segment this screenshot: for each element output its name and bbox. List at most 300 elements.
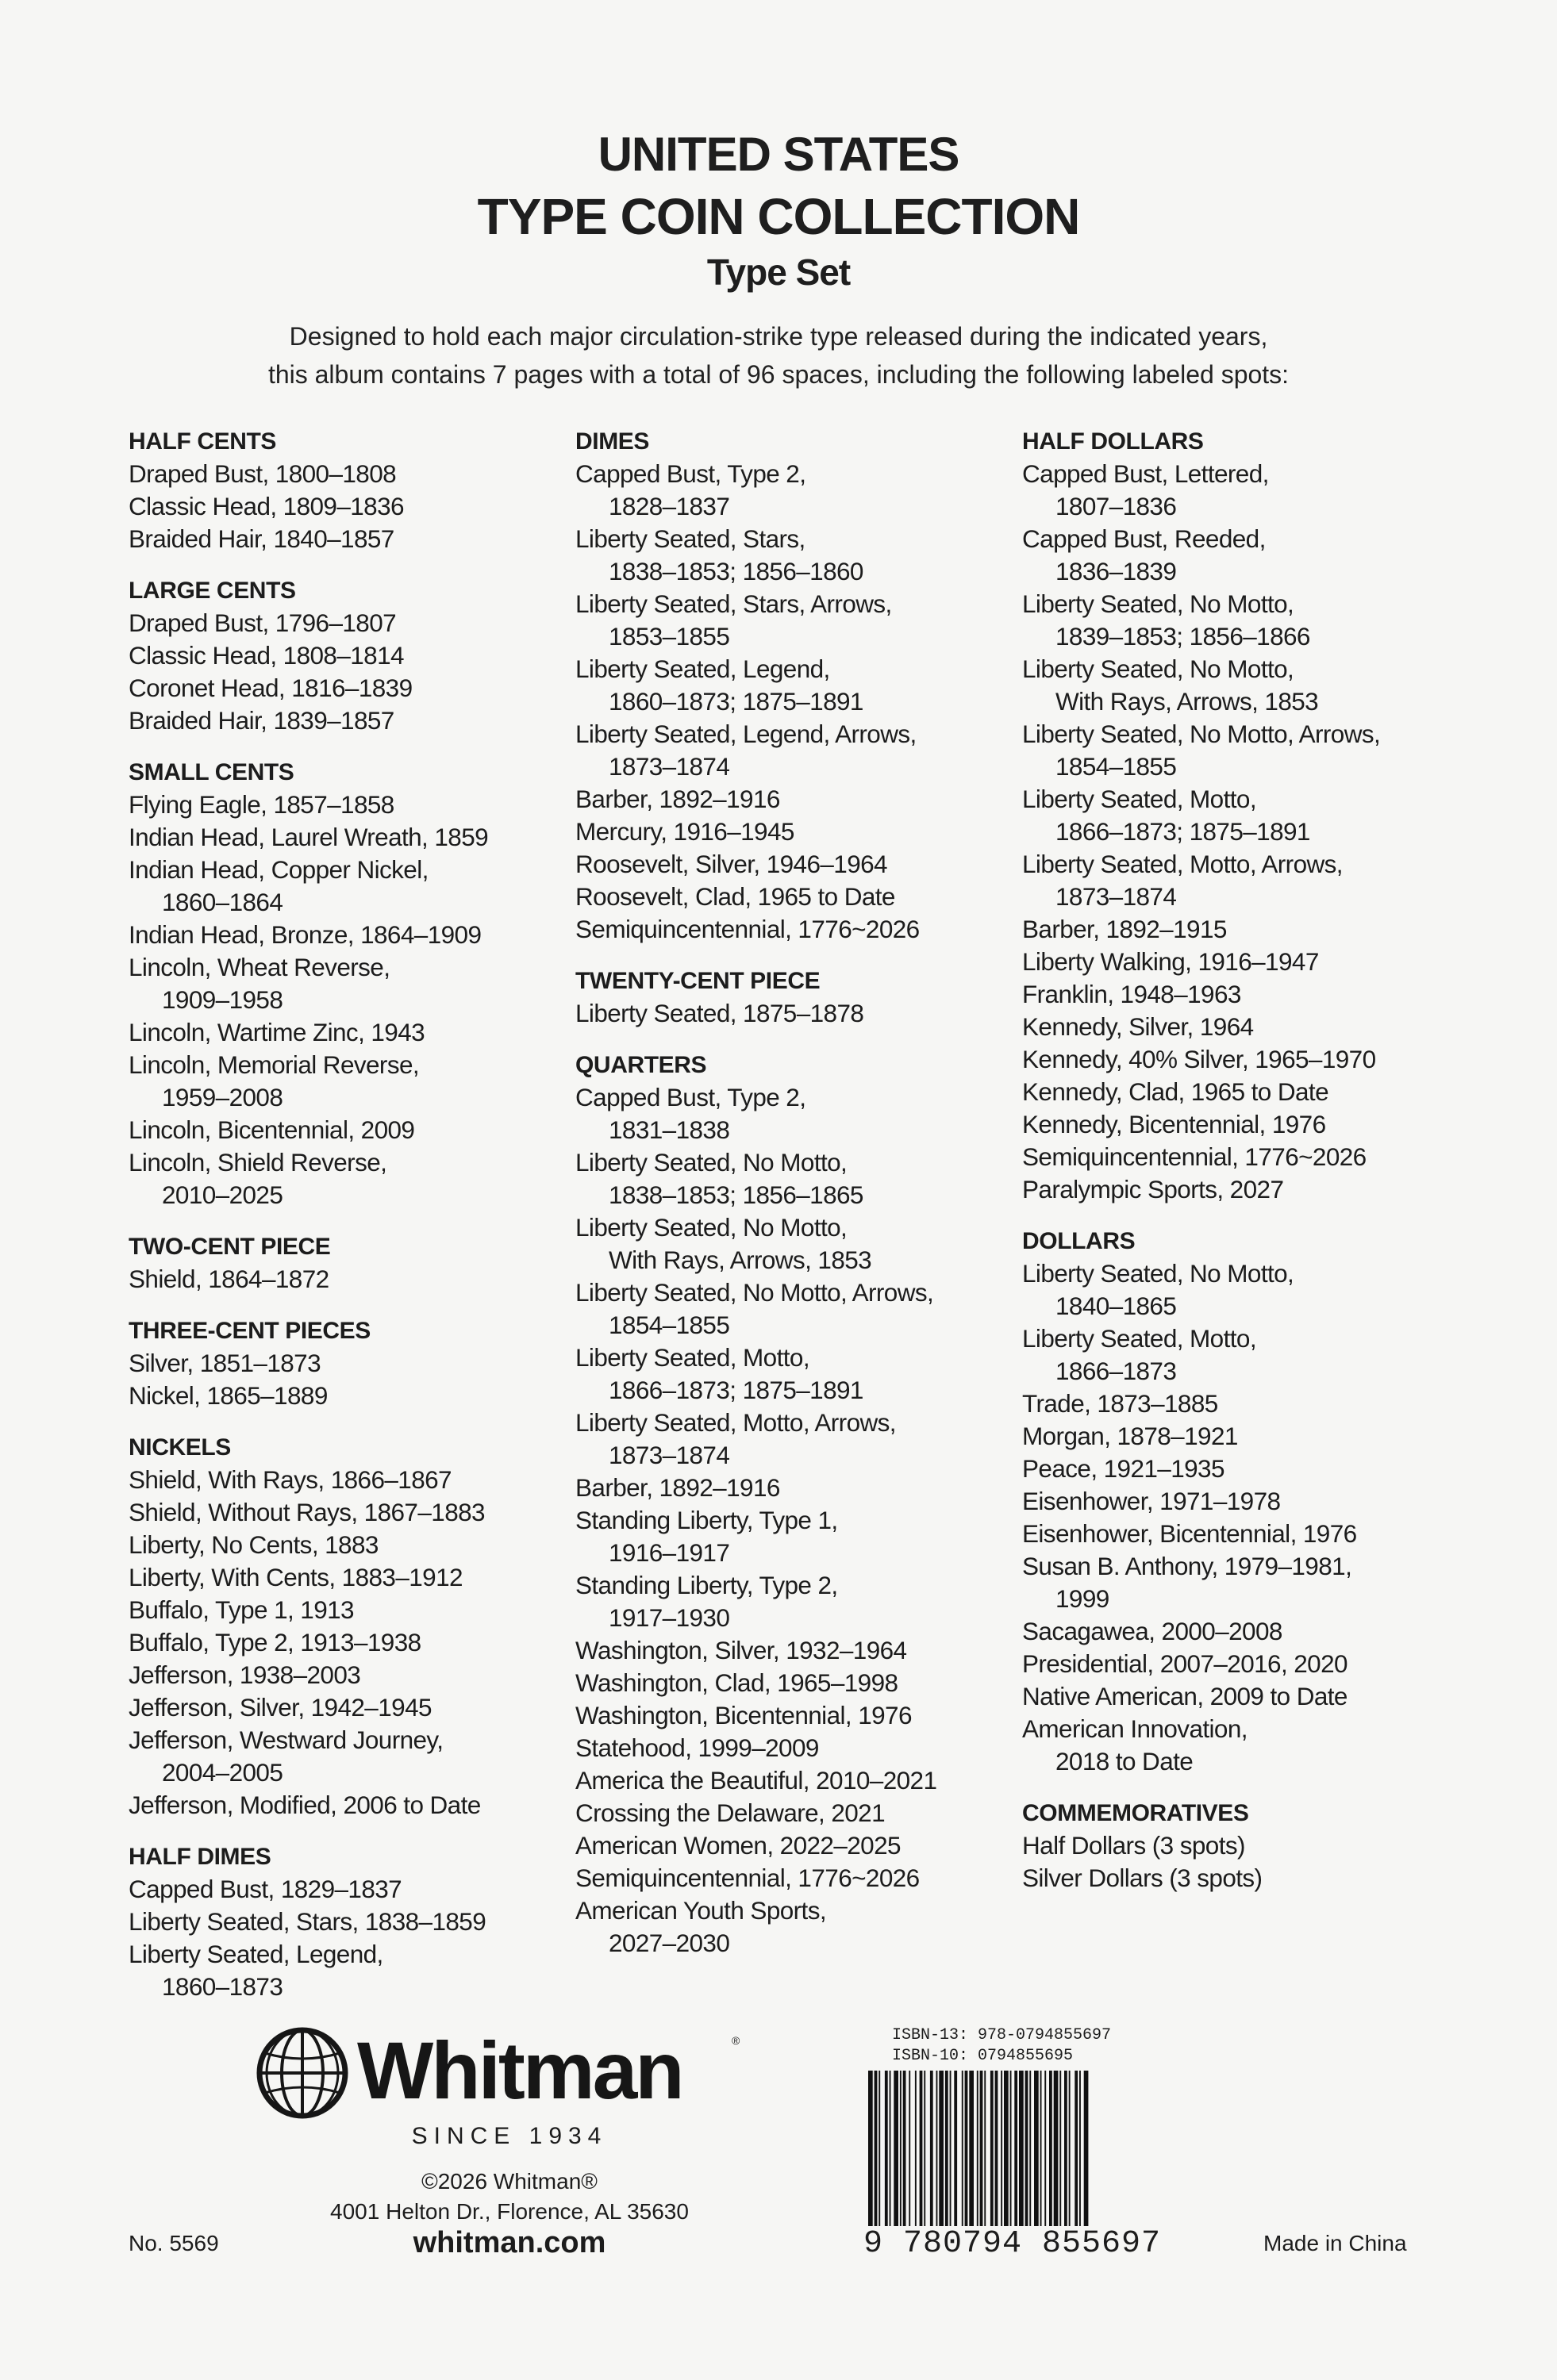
coin-type-continuation: 1839–1853; 1856–1866 <box>1055 622 1310 651</box>
coin-type-label: Mercury, 1916–1945 <box>575 817 794 846</box>
coin-type-item <box>1022 1420 1514 1453</box>
coin-type-label: Capped Bust, Type 2, <box>575 459 806 488</box>
coin-type-item <box>575 1699 1020 1732</box>
coin-type-item <box>129 490 573 523</box>
coin-type-item <box>1022 1108 1514 1141</box>
barcode-bar <box>936 2071 938 2240</box>
coin-type-item <box>575 1504 1020 1569</box>
coin-section <box>1022 425 1514 1206</box>
barcode <box>863 2071 1168 2240</box>
coin-type-item <box>1022 1322 1514 1388</box>
coin-type-continuation: 1873–1874 <box>609 752 730 781</box>
coin-type-item <box>1022 458 1514 523</box>
coin-type-item <box>1022 1615 1514 1648</box>
section-heading: DOLLARS <box>1022 1228 1136 1254</box>
coin-type-item <box>575 1211 1020 1276</box>
section-heading: HALF CENTS <box>129 428 276 455</box>
coin-type-item <box>129 821 573 854</box>
barcode-bar <box>909 2071 910 2240</box>
coin-type-item <box>575 718 1020 783</box>
coin-type-label: Draped Bust, 1800–1808 <box>129 459 397 488</box>
coin-type-continuation: 1854–1855 <box>609 1311 730 1339</box>
coin-type-item <box>575 1407 1020 1472</box>
coin-type-item <box>575 1634 1020 1667</box>
coin-type-label: Lincoln, Shield Reverse, <box>129 1148 387 1177</box>
coin-type-item <box>129 951 573 1016</box>
coin-type-item <box>575 1569 1020 1634</box>
item-number: No. 5569 <box>129 2231 219 2255</box>
coin-type-continuation: 1853–1855 <box>609 622 730 651</box>
coin-type-item <box>1022 913 1514 946</box>
coin-type-label: Kennedy, 40% Silver, 1965–1970 <box>1022 1045 1376 1073</box>
coin-type-item <box>129 1594 573 1626</box>
coin-type-label: Barber, 1892–1916 <box>575 785 780 813</box>
subtitle: Type Set <box>706 251 851 293</box>
coin-type-item <box>575 588 1020 653</box>
barcode-bar <box>1079 2071 1081 2240</box>
coin-type-item <box>575 913 1020 946</box>
coin-type-item <box>1022 1518 1514 1550</box>
coin-section <box>1022 1797 1514 1894</box>
coin-type-continuation: 1860–1873; 1875–1891 <box>609 687 863 716</box>
address: 4001 Helton Dr., Florence, AL 35630 <box>330 2199 689 2224</box>
coin-type-item <box>129 1464 573 1496</box>
logo-trademark: ® <box>732 2034 740 2047</box>
barcode-bar <box>868 2071 873 2240</box>
coin-type-continuation: 1866–1873 <box>1055 1357 1177 1385</box>
title-line-2: TYPE COIN COLLECTION <box>477 188 1080 245</box>
section-heading: HALF DOLLARS <box>1022 428 1204 455</box>
barcode-bar <box>915 2071 917 2240</box>
coin-type-item <box>129 1529 573 1561</box>
coin-type-label: Liberty Walking, 1916–1947 <box>1022 947 1319 976</box>
barcode-bar <box>1004 2071 1009 2240</box>
coin-type-label: American Innovation, <box>1022 1714 1248 1743</box>
coin-section <box>129 1315 573 1412</box>
coin-type-label: Franklin, 1948–1963 <box>1022 980 1241 1008</box>
coin-type-label: Liberty, With Cents, 1883–1912 <box>129 1563 463 1591</box>
coin-type-label: Liberty Seated, No Motto, Arrows, <box>1022 720 1381 748</box>
barcode-bar <box>900 2071 902 2240</box>
coin-type-item <box>129 458 573 490</box>
coin-type-label: Native American, 2009 to Date <box>1022 1682 1347 1710</box>
coin-type-item <box>129 854 573 919</box>
coin-type-label: America the Beautiful, 2010–2021 <box>575 1766 937 1795</box>
coin-column-1 <box>129 425 573 2022</box>
barcode-bar <box>954 2071 957 2240</box>
coin-type-label: Roosevelt, Silver, 1946–1964 <box>575 850 887 878</box>
coin-type-label: Liberty Seated, Motto, <box>1022 785 1256 813</box>
coin-type-item <box>129 523 573 555</box>
coin-type-item <box>1022 1043 1514 1076</box>
coin-type-item <box>1022 653 1514 718</box>
coin-section <box>129 425 573 555</box>
coin-type-item <box>129 1263 573 1296</box>
coin-type-label: Jefferson, Westward Journey, <box>129 1726 444 1754</box>
coin-type-label: Liberty Seated, Legend, Arrows, <box>575 720 917 748</box>
coin-type-label: Liberty Seated, Motto, Arrows, <box>575 1408 896 1437</box>
coin-type-item <box>575 1894 1020 1960</box>
barcode-bar <box>1064 2071 1067 2240</box>
coin-type-label: Semiquincentennial, 1776~2026 <box>1022 1142 1367 1171</box>
coin-type-item <box>575 1764 1020 1797</box>
coin-type-label: Liberty, No Cents, 1883 <box>129 1530 379 1559</box>
coin-type-item <box>575 997 1020 1030</box>
barcode-bar <box>950 2071 952 2240</box>
logo-wordmark: Whitman <box>357 2025 682 2116</box>
coin-type-label: Liberty Seated, 1875–1878 <box>575 999 864 1027</box>
coin-type-item <box>575 1276 1020 1342</box>
coin-section <box>575 425 1020 946</box>
coin-type-label: Statehood, 1999–2009 <box>575 1733 819 1762</box>
coin-type-label: Paralympic Sports, 2027 <box>1022 1175 1284 1203</box>
coin-type-item <box>1022 1453 1514 1485</box>
barcode-bar <box>990 2071 994 2240</box>
barcode-bar <box>945 2071 948 2240</box>
barcode-bar <box>980 2071 983 2240</box>
coin-type-continuation: 1838–1853; 1856–1865 <box>609 1180 863 1209</box>
coin-type-item <box>129 1561 573 1594</box>
coin-type-label: Liberty Seated, No Motto, <box>575 1213 848 1242</box>
coin-type-label: Liberty Seated, Motto, <box>575 1343 809 1372</box>
coin-type-label: Barber, 1892–1916 <box>575 1473 780 1502</box>
coin-type-item <box>129 1938 573 2003</box>
barcode-bar <box>984 2071 986 2240</box>
coin-type-continuation: 1866–1873; 1875–1891 <box>1055 817 1310 846</box>
coin-type-label: Eisenhower, 1971–1978 <box>1022 1487 1281 1515</box>
barcode-digits: 9 780794 855697 <box>863 2226 1168 2262</box>
coin-type-item <box>1022 1648 1514 1680</box>
coin-type-item <box>575 848 1020 881</box>
coin-type-item <box>575 881 1020 913</box>
coin-type-label: Silver, 1851–1873 <box>129 1349 321 1377</box>
section-heading: TWENTY-CENT PIECE <box>575 968 821 994</box>
coin-section <box>129 1230 573 1296</box>
coin-type-continuation: 1828–1837 <box>609 492 730 520</box>
coin-type-label: Susan B. Anthony, 1979–1981, <box>1022 1552 1352 1580</box>
coin-type-label: Roosevelt, Clad, 1965 to Date <box>575 882 895 911</box>
coin-type-continuation: With Rays, Arrows, 1853 <box>1055 687 1319 716</box>
barcode-bar <box>875 2071 878 2240</box>
barcode-bar <box>1029 2071 1031 2240</box>
barcode-bar <box>995 2071 998 2240</box>
coin-type-item <box>575 653 1020 718</box>
coin-type-label: Classic Head, 1809–1836 <box>129 492 404 520</box>
coin-type-label: Liberty Seated, No Motto, <box>1022 589 1294 618</box>
section-heading: QUARTERS <box>575 1052 707 1078</box>
coin-type-continuation: 1916–1917 <box>609 1538 730 1567</box>
section-heading: HALF DIMES <box>129 1844 271 1870</box>
intro-line-2: this album contains 7 pages with a total of 96 spaces, including the following labeled spots: <box>267 360 1290 389</box>
coin-type-label: Sacagawea, 2000–2008 <box>1022 1617 1282 1645</box>
made-in: Made in China <box>1263 2231 1407 2255</box>
coin-type-item <box>575 1797 1020 1829</box>
coin-type-item <box>575 1342 1020 1407</box>
barcode-bar <box>1025 2071 1028 2240</box>
coin-type-item <box>129 1906 573 1938</box>
coin-section <box>129 574 573 737</box>
coin-type-label: Standing Liberty, Type 2, <box>575 1571 838 1599</box>
coin-type-label: Liberty Seated, Legend, <box>575 654 830 683</box>
coin-type-continuation: 1807–1836 <box>1055 492 1177 520</box>
coin-type-label: Capped Bust, Lettered, <box>1022 459 1269 488</box>
barcode-bar <box>962 2071 963 2240</box>
coin-type-item <box>1022 978 1514 1011</box>
coin-type-label: Liberty Seated, Motto, <box>1022 1324 1256 1353</box>
coin-type-item <box>1022 1173 1514 1206</box>
coin-section <box>129 756 573 1211</box>
isbn-13: ISBN-13: 978-0794855697 <box>892 2026 1112 2044</box>
barcode-bar <box>1034 2071 1039 2240</box>
coin-type-label: Capped Bust, Reeded, <box>1022 524 1266 553</box>
barcode-bar <box>969 2071 974 2240</box>
coin-type-label: Buffalo, Type 2, 1913–1938 <box>129 1628 421 1656</box>
coin-type-item <box>1022 1550 1514 1615</box>
coin-type-label: Trade, 1873–1885 <box>1022 1389 1218 1418</box>
coin-type-label: Washington, Silver, 1932–1964 <box>575 1636 907 1664</box>
coin-type-label: Morgan, 1878–1921 <box>1022 1422 1238 1450</box>
barcode-bar <box>894 2071 898 2240</box>
barcode-bar <box>890 2071 891 2240</box>
coin-type-label: Indian Head, Copper Nickel, <box>129 855 429 884</box>
coin-type-label: Capped Bust, Type 2, <box>575 1083 806 1111</box>
coin-type-item <box>575 1146 1020 1211</box>
coin-type-label: Presidential, 2007–2016, 2020 <box>1022 1649 1347 1678</box>
coin-type-label: Kennedy, Bicentennial, 1976 <box>1022 1110 1326 1138</box>
coin-type-item <box>129 1146 573 1211</box>
barcode-bar <box>1075 2071 1078 2240</box>
intro-line-1: Designed to hold each major circulation-strike type released during the indicated years, <box>289 322 1268 351</box>
barcode-bar <box>885 2071 888 2240</box>
coin-type-item <box>129 1626 573 1659</box>
coin-type-item <box>575 1081 1020 1146</box>
coin-type-item <box>129 607 573 639</box>
barcode-bar <box>965 2071 968 2240</box>
coin-type-label: Liberty Seated, Legend, <box>129 1940 383 1968</box>
isbn-10: ISBN-10: 0794855695 <box>892 2047 1074 2065</box>
coin-type-item <box>129 1659 573 1691</box>
coin-type-continuation: 1873–1874 <box>1055 882 1177 911</box>
coin-type-label: Washington, Clad, 1965–1998 <box>575 1668 898 1697</box>
coin-type-continuation: 2010–2025 <box>162 1180 283 1209</box>
coin-section <box>129 1841 573 2003</box>
coin-type-label: Liberty Seated, No Motto, Arrows, <box>575 1278 934 1307</box>
coin-type-label: Standing Liberty, Type 1, <box>575 1506 838 1534</box>
coin-type-label: Lincoln, Bicentennial, 2009 <box>129 1115 415 1144</box>
barcode-bar <box>1010 2071 1012 2240</box>
coin-type-label: Braided Hair, 1840–1857 <box>129 524 394 553</box>
coin-type-label: Braided Hair, 1839–1857 <box>129 706 394 735</box>
coin-type-label: Liberty Seated, Stars, 1838–1859 <box>129 1907 486 1936</box>
coin-section <box>575 965 1020 1030</box>
coin-type-label: Liberty Seated, Motto, Arrows, <box>1022 850 1343 878</box>
coin-type-item <box>129 672 573 704</box>
coin-type-label: American Women, 2022–2025 <box>575 1831 901 1860</box>
coin-type-label: American Youth Sports, <box>575 1896 826 1925</box>
coin-type-item <box>1022 718 1514 783</box>
barcode-bar <box>1049 2071 1052 2240</box>
coin-type-item <box>1022 1485 1514 1518</box>
coin-type-label: Indian Head, Bronze, 1864–1909 <box>129 920 482 949</box>
coin-type-label: Lincoln, Wartime Zinc, 1943 <box>129 1018 425 1046</box>
barcode-bar <box>924 2071 925 2240</box>
coin-type-continuation: 1860–1864 <box>162 888 283 916</box>
coin-type-label: Nickel, 1865–1889 <box>129 1381 328 1410</box>
coin-type-item <box>129 704 573 737</box>
coin-type-label: Classic Head, 1808–1814 <box>129 641 404 670</box>
coin-type-item <box>129 1114 573 1146</box>
coin-type-label: Jefferson, Silver, 1942–1945 <box>129 1693 432 1722</box>
coin-type-label: Liberty Seated, No Motto, <box>1022 654 1294 683</box>
coin-type-item <box>575 783 1020 816</box>
barcode-bar <box>1019 2071 1024 2240</box>
section-heading: DIMES <box>575 428 650 455</box>
coin-type-item <box>575 816 1020 848</box>
barcode-bar <box>1054 2071 1059 2240</box>
coin-type-label: Liberty Seated, No Motto, <box>575 1148 848 1177</box>
coin-type-label: Barber, 1892–1915 <box>1022 915 1227 943</box>
coin-section <box>575 1049 1020 1960</box>
coin-type-continuation: 1866–1873; 1875–1891 <box>609 1376 863 1404</box>
section-heading: COMMEMORATIVES <box>1022 1800 1249 1826</box>
barcode-bar <box>930 2071 933 2240</box>
coin-type-label: Kennedy, Clad, 1965 to Date <box>1022 1077 1328 1106</box>
coin-type-label: Lincoln, Memorial Reverse, <box>129 1050 420 1079</box>
coin-type-item <box>129 1496 573 1529</box>
coin-type-label: Shield, Without Rays, 1867–1883 <box>129 1498 485 1526</box>
coin-type-item <box>129 1873 573 1906</box>
coin-type-item <box>129 789 573 821</box>
coin-type-continuation: 1917–1930 <box>609 1603 730 1632</box>
coin-type-item <box>575 1829 1020 1862</box>
globe-icon <box>256 2026 349 2120</box>
section-heading: THREE-CENT PIECES <box>129 1318 371 1344</box>
barcode-bar <box>977 2071 978 2240</box>
coin-type-item <box>1022 848 1514 913</box>
coin-column-3 <box>1022 425 1514 1914</box>
coin-type-item <box>1022 1388 1514 1420</box>
coin-type-continuation: 1959–2008 <box>162 1083 283 1111</box>
coin-type-item <box>1022 1713 1514 1778</box>
coin-type-continuation: 1854–1855 <box>1055 752 1177 781</box>
coin-type-continuation: 1873–1874 <box>609 1441 730 1469</box>
barcode-bar <box>1059 2071 1061 2240</box>
barcode-bar <box>903 2071 906 2240</box>
coin-type-label: Capped Bust, 1829–1837 <box>129 1875 402 1903</box>
coin-type-item <box>1022 1011 1514 1043</box>
coin-type-continuation: With Rays, Arrows, 1853 <box>609 1246 872 1274</box>
coin-type-continuation: 1831–1838 <box>609 1115 730 1144</box>
coin-type-label: Kennedy, Silver, 1964 <box>1022 1012 1254 1041</box>
coin-type-item <box>129 1724 573 1789</box>
coin-type-item <box>1022 1862 1514 1894</box>
barcode-bar <box>1040 2071 1042 2240</box>
coin-section <box>1022 1225 1514 1778</box>
coin-type-continuation: 1909–1958 <box>162 985 283 1014</box>
coin-type-label: Silver Dollars (3 spots) <box>1022 1864 1263 1892</box>
barcode-bar <box>1044 2071 1046 2240</box>
coin-type-item <box>129 1049 573 1114</box>
coin-type-label: Coronet Head, 1816–1839 <box>129 674 413 702</box>
coin-type-item <box>575 523 1020 588</box>
barcode-bar <box>1014 2071 1017 2240</box>
barcode-bar <box>1069 2071 1071 2240</box>
section-heading: SMALL CENTS <box>129 759 294 785</box>
coin-column-2 <box>575 425 1020 1979</box>
coin-type-item <box>129 1016 573 1049</box>
coin-type-item <box>129 1691 573 1724</box>
coin-type-label: Semiquincentennial, 1776~2026 <box>575 1864 920 1892</box>
barcode-bar <box>878 2071 880 2240</box>
coin-type-item <box>575 1862 1020 1894</box>
coin-type-continuation: 2027–2030 <box>609 1929 730 1957</box>
coin-type-label: Draped Bust, 1796–1807 <box>129 608 397 637</box>
coin-type-label: Crossing the Delaware, 2021 <box>575 1798 886 1827</box>
title-line-1: UNITED STATES <box>598 128 959 181</box>
coin-type-item <box>129 919 573 951</box>
coin-type-continuation: 1999 <box>1055 1584 1109 1613</box>
coin-type-item <box>1022 946 1514 978</box>
coin-type-continuation: 1860–1873 <box>162 1972 283 2001</box>
coin-type-label: Eisenhower, Bicentennial, 1976 <box>1022 1519 1357 1548</box>
section-heading: TWO-CENT PIECE <box>129 1234 331 1260</box>
coin-type-item <box>575 458 1020 523</box>
coin-type-label: Lincoln, Wheat Reverse, <box>129 953 390 981</box>
coin-type-item <box>1022 523 1514 588</box>
coin-type-label: Shield, 1864–1872 <box>129 1265 329 1293</box>
coin-type-label: Washington, Bicentennial, 1976 <box>575 1701 912 1729</box>
coin-type-item <box>1022 1141 1514 1173</box>
coin-type-item <box>1022 588 1514 653</box>
coin-type-label: Shield, With Rays, 1866–1867 <box>129 1465 452 1494</box>
coin-type-item <box>129 1789 573 1821</box>
coin-type-item <box>129 1380 573 1412</box>
website-link[interactable]: whitman.com <box>413 2226 606 2259</box>
coin-type-continuation: 1838–1853; 1856–1860 <box>609 557 863 585</box>
coin-type-label: Liberty Seated, Stars, Arrows, <box>575 589 892 618</box>
since-tagline: SINCE 1934 <box>411 2123 608 2149</box>
coin-type-item <box>1022 1257 1514 1322</box>
coin-type-label: Jefferson, 1938–2003 <box>129 1660 361 1689</box>
coin-type-item <box>129 639 573 672</box>
coin-type-continuation: 1840–1865 <box>1055 1292 1177 1320</box>
coin-type-label: Buffalo, Type 1, 1913 <box>129 1595 354 1624</box>
coin-type-label: Flying Eagle, 1857–1858 <box>129 790 394 819</box>
coin-type-item <box>575 1667 1020 1699</box>
coin-type-item <box>575 1472 1020 1504</box>
copyright: ©2026 Whitman® <box>421 2169 598 2194</box>
coin-type-label: Liberty Seated, Stars, <box>575 524 805 553</box>
coin-type-item <box>1022 783 1514 848</box>
coin-type-label: Half Dollars (3 spots) <box>1022 1831 1245 1860</box>
section-heading: LARGE CENTS <box>129 578 296 604</box>
coin-type-item <box>129 1347 573 1380</box>
coin-type-continuation: 2018 to Date <box>1055 1747 1194 1775</box>
coin-type-item <box>1022 1076 1514 1108</box>
coin-type-item <box>575 1732 1020 1764</box>
barcode-bar <box>1001 2071 1002 2240</box>
whitman-logo <box>256 2025 763 2116</box>
coin-section <box>129 1431 573 1821</box>
coin-type-item <box>1022 1680 1514 1713</box>
coin-type-label: Liberty Seated, No Motto, <box>1022 1259 1294 1288</box>
coin-type-continuation: 2004–2005 <box>162 1758 283 1787</box>
coin-type-continuation: 1836–1839 <box>1055 557 1177 585</box>
barcode-bar <box>1084 2071 1089 2240</box>
coin-type-label: Peace, 1921–1935 <box>1022 1454 1224 1483</box>
coin-type-item <box>1022 1829 1514 1862</box>
barcode-bar <box>939 2071 944 2240</box>
